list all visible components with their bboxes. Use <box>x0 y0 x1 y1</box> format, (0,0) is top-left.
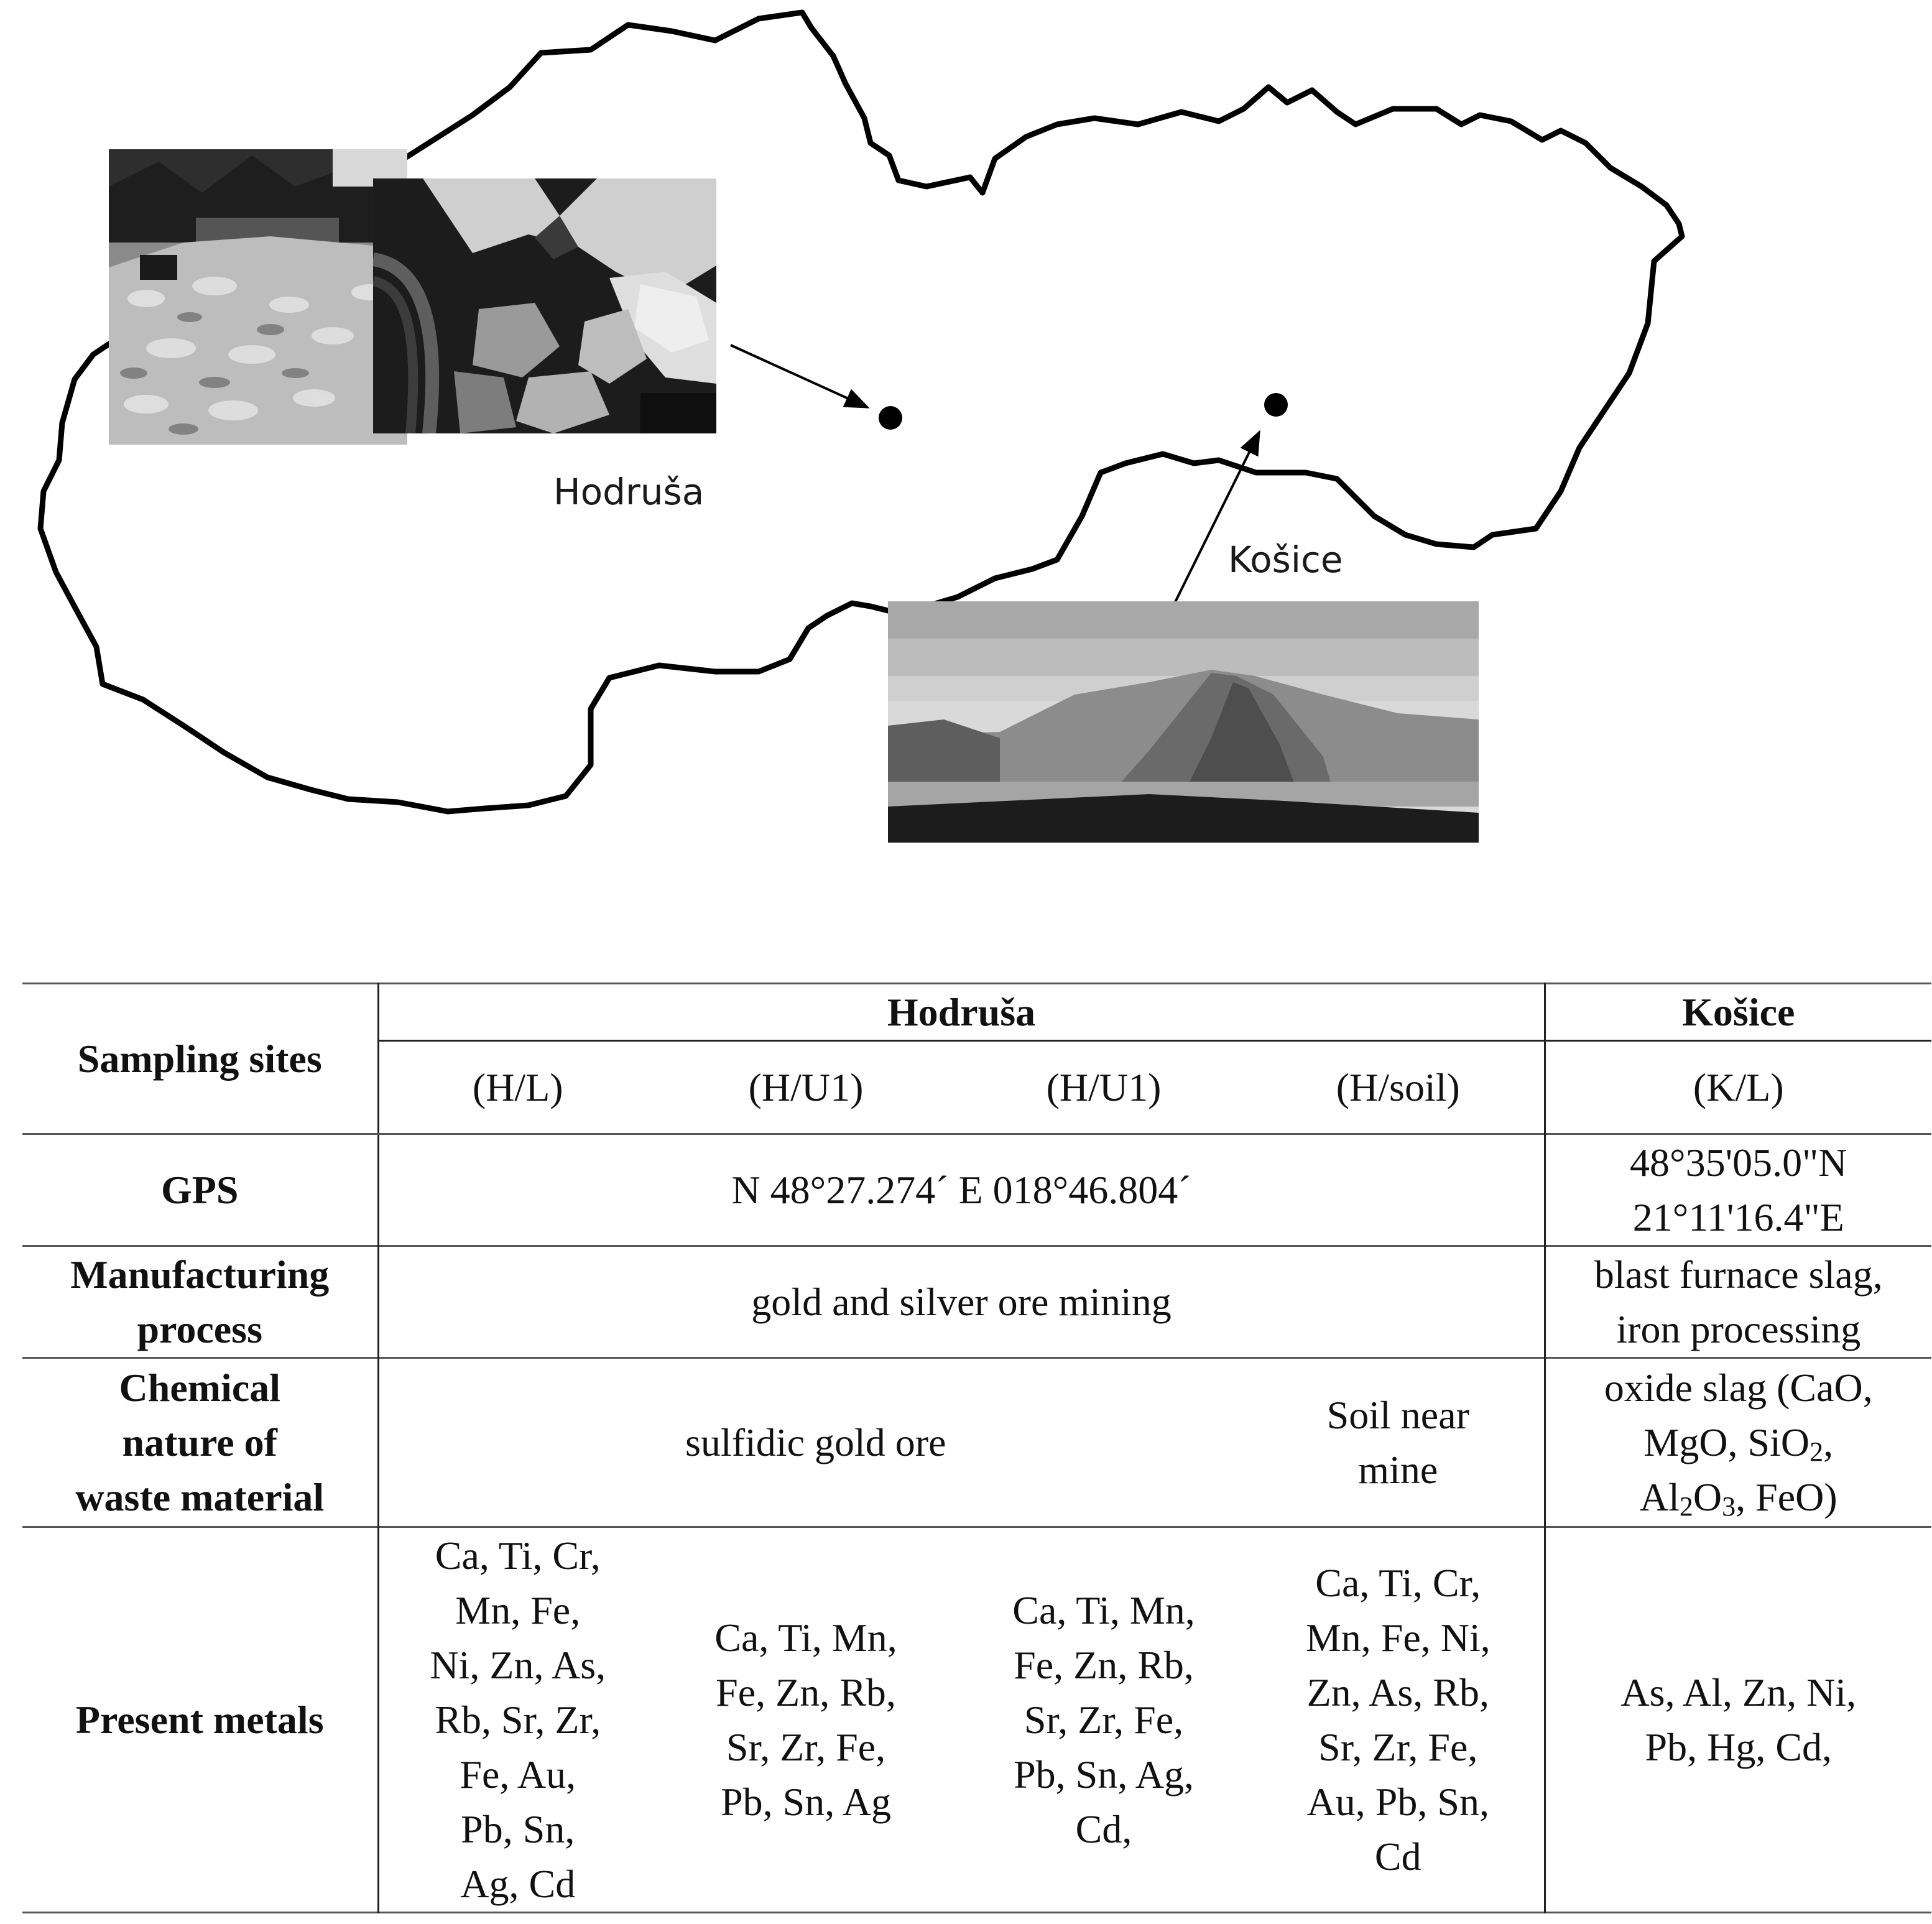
process-kosice <box>1545 1246 1931 1358</box>
site-code-k-l: (K/L) <box>1545 1041 1931 1134</box>
chemical-nature-label <box>22 1358 378 1527</box>
chem-kosice-line3: $Al_2O_3$, FeO) <box>1639 1474 1837 1522</box>
hodrusa-site-dot <box>879 406 902 430</box>
process-label-line1: Manufacturing <box>70 1252 330 1297</box>
metals-h-u1-b: Ca, Ti, Mn, Fe, Zn, Rb, Sr, Zr, Fe, Pb, Sn, Ag, Cd, <box>1012 1588 1195 1851</box>
kosice-site-dot <box>1264 393 1288 417</box>
process-kosice-line2: iron processing <box>1616 1307 1861 1351</box>
chem-kosice-line2: MgO, SiO$_2$, <box>1643 1420 1834 1467</box>
table-row-gps <box>22 1134 1931 1246</box>
process-kosice-line1: blast furnace slag, <box>1594 1252 1883 1297</box>
chem-kosice-line1: oxide slag (CaO, <box>1604 1365 1873 1410</box>
process-label-line2: process <box>137 1307 262 1351</box>
table-row-process <box>22 1246 1931 1358</box>
process-hodrusa: gold and silver ore mining <box>751 1279 1172 1324</box>
gps-label: GPS <box>22 1134 378 1246</box>
kosice-map-label: Košice <box>1228 539 1343 581</box>
table-row-chemical <box>22 1358 1931 1527</box>
chemical-kosice <box>1545 1358 1931 1527</box>
hodrusa-tailings-heap-photo <box>109 149 407 445</box>
gps-kosice-lat: 48°35'05.0"N <box>1630 1140 1847 1185</box>
hodrusa-header: Hodruša <box>887 989 1036 1034</box>
site-code-h-u1-b: (H/U1) <box>1046 1065 1162 1109</box>
table-header-row-sites <box>22 984 1931 1041</box>
soil-line2: mine <box>1358 1447 1438 1492</box>
metals-h-u1-a: Ca, Ti, Mn, Fe, Zn, Rb, Sr, Zr, Fe, Pb, Sn, Ag <box>714 1615 897 1824</box>
kosice-header: Košice <box>1545 984 1931 1041</box>
metals-h-l: Ca, Ti, Cr, Mn, Fe, Ni, Zn, As, Rb, Sr, Zr, Fe, Au, Pb, Sn, Ag, Cd <box>430 1533 606 1906</box>
sampling-sites-label: Sampling sites <box>22 984 378 1134</box>
chemical-label-line2: nature of <box>122 1420 277 1464</box>
gps-kosice-lon: 21°11'16.4"E <box>1632 1195 1844 1239</box>
site-code-h-soil: (H/soil) <box>1336 1065 1460 1109</box>
manufacturing-process-label <box>22 1246 378 1358</box>
kosice-slag-dump-photo <box>888 601 1479 843</box>
chemical-label-line3: waste material <box>75 1474 325 1519</box>
present-metals-label: Present metals <box>22 1527 378 1913</box>
table-row-metals <box>22 1527 1931 1913</box>
chemical-hodrusa-soil <box>1252 1358 1545 1527</box>
site-code-h-l: (H/L) <box>472 1065 563 1109</box>
hodrusa-underground-mine-photo <box>373 178 716 433</box>
metals-k-l: As, Al, Zn, Ni, Pb, Hg, Cd, <box>1545 1527 1931 1913</box>
hodrusa-arrow <box>731 345 867 407</box>
site-code-h-u1-a: (H/U1) <box>748 1065 864 1109</box>
chemical-label-line1: Chemical <box>119 1365 280 1410</box>
soil-line1: Soil near <box>1326 1392 1469 1437</box>
sampling-sites-table <box>22 983 1931 1913</box>
chemical-hodrusa-ore: sulfidic gold ore <box>685 1420 946 1464</box>
metals-h-soil: Ca, Ti, Cr, Mn, Fe, Ni, Zn, As, Rb, Sr, Zr, Fe, Au, Pb, Sn, Cd <box>1305 1560 1491 1879</box>
hodrusa-map-label: Hodruša <box>553 471 705 513</box>
gps-hodrusa: N 48°27.274´ E 018°46.804´ <box>731 1167 1191 1212</box>
gps-kosice <box>1545 1134 1931 1246</box>
